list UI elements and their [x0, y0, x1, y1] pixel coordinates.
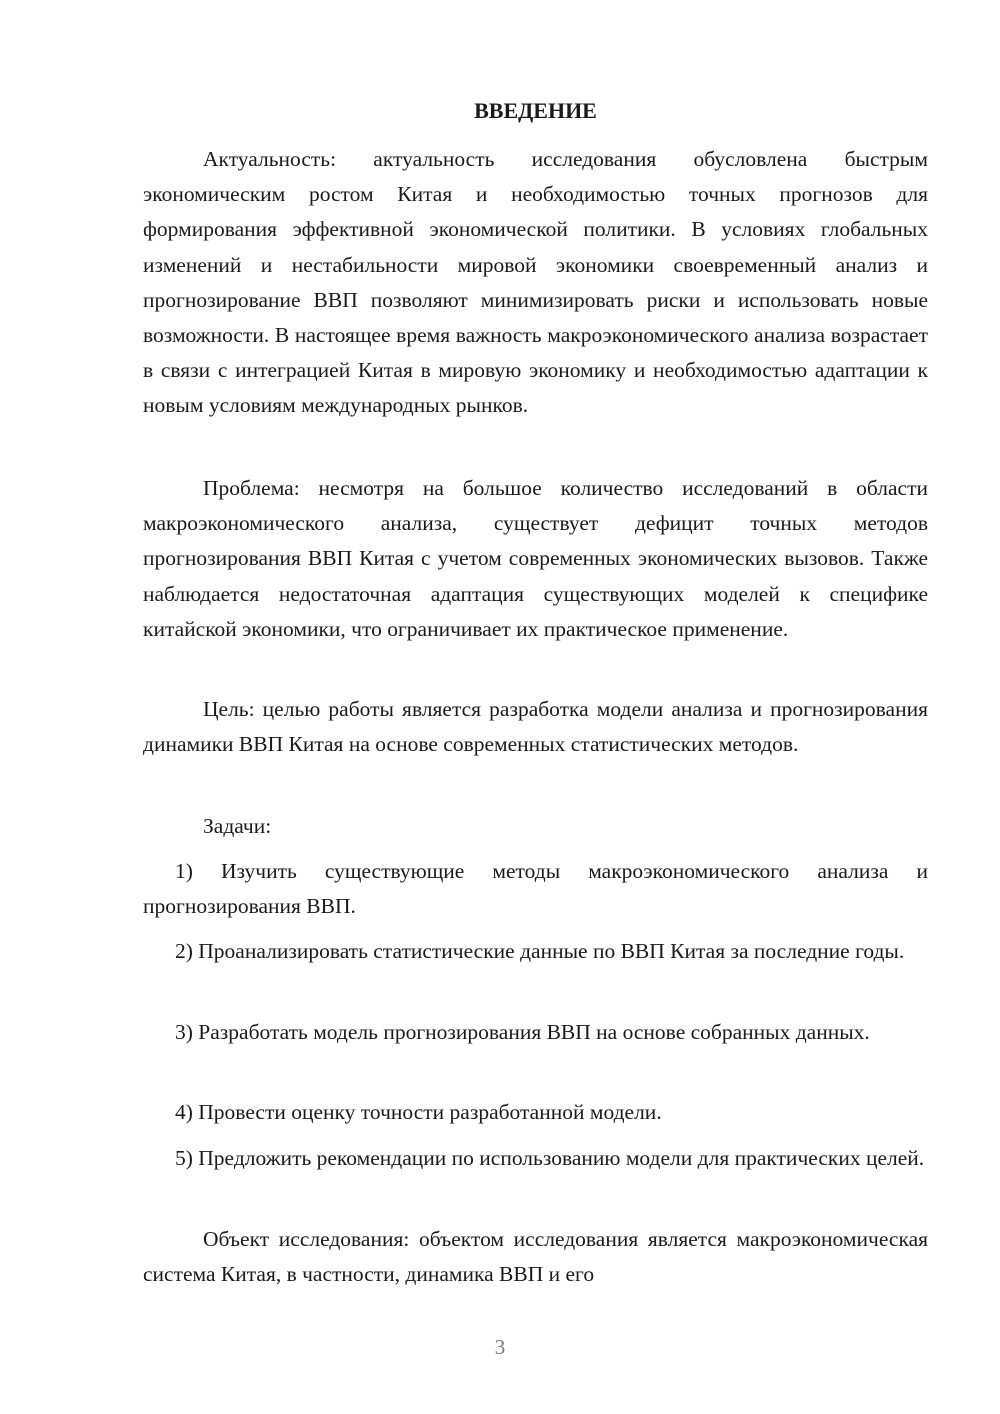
tasks-heading: Задачи:	[203, 814, 272, 838]
task-item-4: 4) Провести оценку точности разработанной модели.	[175, 1100, 662, 1124]
paragraph-goal: Цель: целью работы является разработка модели анализа и прогнозирования динамики ВВП Китая на основе современных статистических методов.	[143, 697, 928, 757]
task-item-2: 2) Проанализировать статистические данные по ВВП Китая за последние годы.	[175, 939, 905, 963]
task-item-3: 3) Разработать модель прогнозирования ВВП на основе собранных данных.	[175, 1020, 870, 1044]
page-title: ВВЕДЕНИЕ	[474, 98, 597, 123]
task-item-1: 1) Изучить существующие методы макроэкономического анализа и прогнозирования ВВП.	[143, 859, 928, 919]
paragraph-problem: Проблема: несмотря на большое количество исследований в области макроэкономического анализа, существует дефицит точных методов прогнозирования ВВП Китая с учетом современных экономических вызовов. Также наблюдается недостаточная адаптация существующих моделей к специфике китайской экономики, что ограничивает их практическое применение.	[143, 476, 928, 641]
paragraph-object: Объект исследования: объектом исследования является макроэкономическая система Китая, в частности, динамика ВВП и его	[143, 1227, 928, 1287]
page-number: 3	[494, 1335, 506, 1359]
task-item-5: 5) Предложить рекомендации по использованию модели для практических целей.	[175, 1146, 925, 1170]
paragraph-relevance: Актуальность: актуальность исследования обусловлена быстрым экономическим ростом Китая и необходимостью точных прогнозов для формирования эффективной экономической политики. В условиях глобальных изменений и нестабильности мировой экономики своевременный анализ и прогнозирование ВВП позволяют минимизировать риски и использовать новые возможности. В настоящее время важность макроэкономического анализа возрастает в связи с интеграцией Китая в мировую экономику и необходимостью адаптации к новым условиям международных рынков.	[143, 147, 928, 418]
